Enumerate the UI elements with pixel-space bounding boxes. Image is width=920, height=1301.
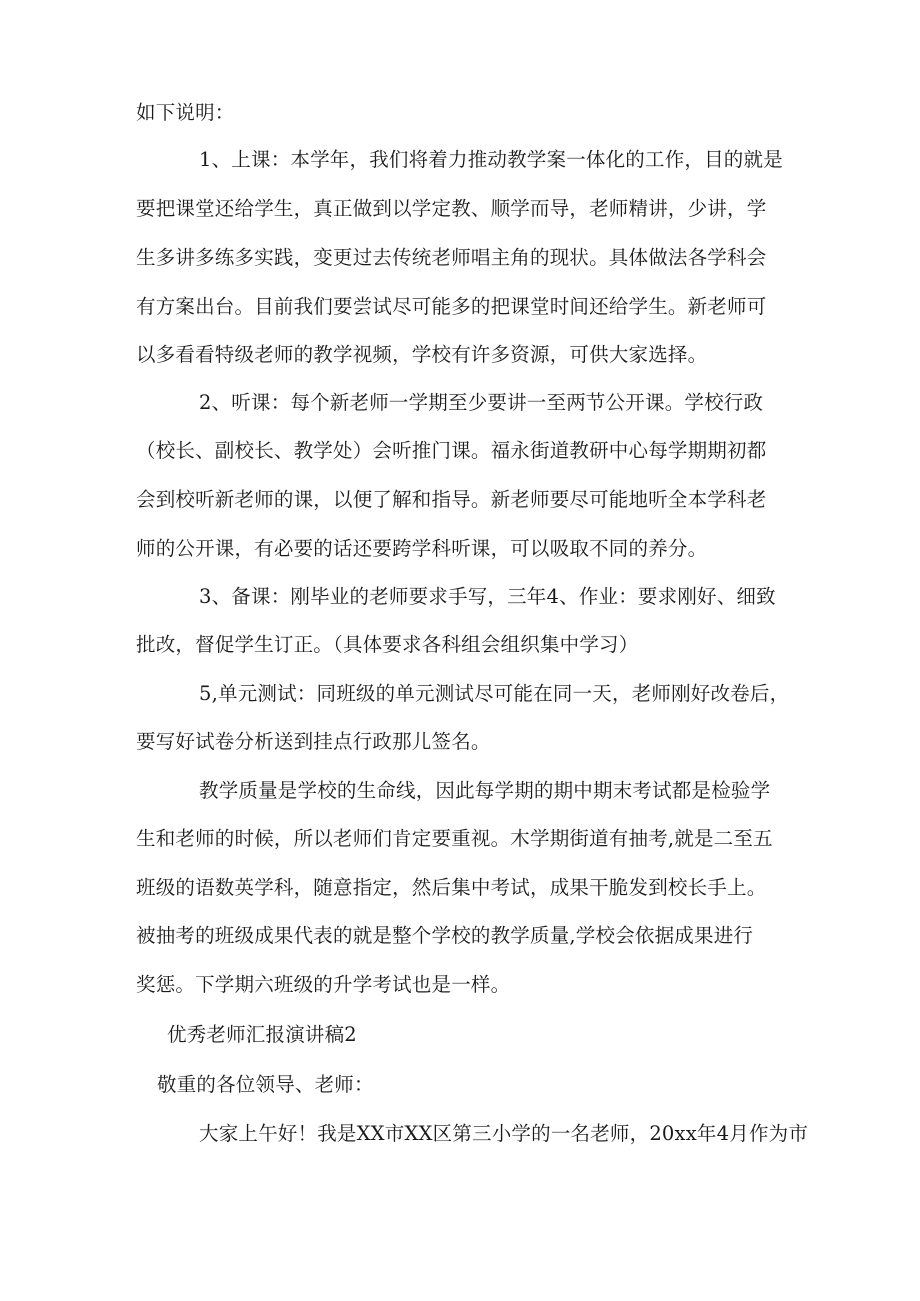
text-line: 生和老师的时候，所以老师们肯定要重视。木学期街道有抽考,就是二至五 — [136, 827, 773, 850]
text-line: 批改，督促学生订正。（具体要求各科组会组织集中学习） — [136, 633, 639, 656]
section-title: 优秀老师汇报演讲稿2 — [167, 1023, 357, 1046]
text-line: 要写好试卷分析送到挂点行政那儿签名。 — [136, 730, 491, 753]
text-line: （校长、副校长、教学处）会听推门课。福永街道教研中心每学期期初都 — [136, 439, 767, 462]
text-line: 有方案出台。目前我们要尝试尽可能多的把课堂时间还给学生。新老师可 — [136, 295, 767, 318]
text-line: 要把课堂还给学生，真正做到以学定教、顺学而导，老师精讲，少讲，学 — [136, 197, 767, 220]
text-line: 以多看看特级老师的教学视频，学校有许多资源，可供大家选择。 — [136, 343, 708, 366]
text-line: 2、听课：每个新老师一学期至少要讲一至两节公开课。学校行政 — [199, 391, 764, 414]
text-line: 班级的语数英学科，随意指定，然后集中考试，成果干脆发到校长手上。 — [136, 876, 767, 899]
salutation: 敬重的各位领导、老师： — [157, 1073, 374, 1096]
text-line: 5,单元测试：同班级的单元测试尽可能在同一天，老师刚好改卷后， — [199, 682, 790, 705]
text-line: 奖惩。下学期六班级的升学考试也是一样。 — [136, 973, 511, 996]
text-line: 3、备课：刚毕业的老师要求手写，三年4、作业：要求刚好、细致 — [199, 585, 776, 608]
text-line: 会到校听新老师的课，以便了解和指导。新老师要尽可能地听全本学科老 — [136, 488, 767, 511]
text-line: 教学质量是学校的生命线，因此每学期的期中期末考试都是检验学 — [199, 779, 771, 802]
text-line: 被抽考的班级成果代表的就是整个学校的教学质量,学校会依据成果进行 — [136, 924, 754, 947]
text-line: 1、上课：本学年，我们将着力推动教学案一体化的工作，目的就是 — [199, 148, 783, 171]
text-line: 师的公开课，有必要的话还要跨学科听课，可以吸取不同的养分。 — [136, 537, 708, 560]
text-line: 生多讲多练多实践，变更过去传统老师唱主角的现状。具体做法各学科会 — [136, 246, 767, 269]
text-line: 如下说明： — [136, 101, 235, 124]
text-line: 大家上午好！我是XX市XX区第三小学的一名老师，20xx年4月作为市 — [199, 1122, 809, 1145]
